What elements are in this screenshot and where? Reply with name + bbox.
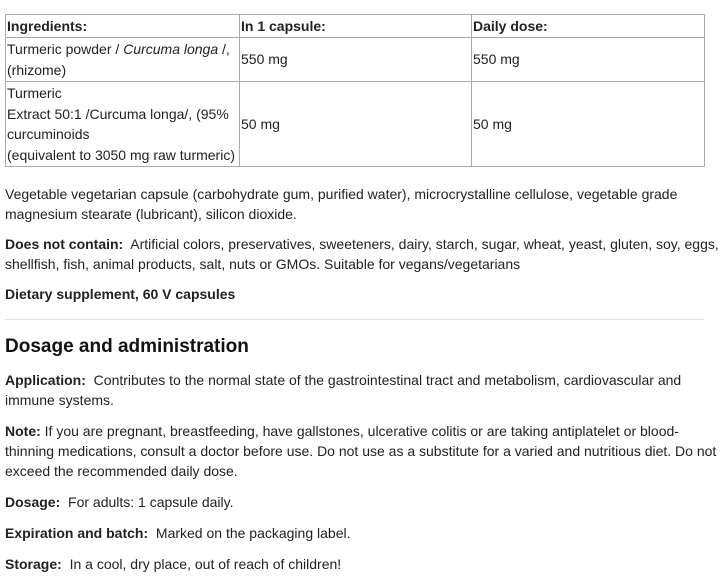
composition-text: Vegetable vegetarian capsule (carbohydrate gum, purified water), microcrystalline cellulose, vegetable grade magnesium stearate (lubricant), silicon dioxide. xyxy=(5,186,678,222)
header-daily-dose: Daily dose: xyxy=(472,15,705,38)
free-from-paragraph xyxy=(5,234,723,274)
table-header-row xyxy=(6,15,705,38)
section-heading: Dosage and administration xyxy=(5,336,249,357)
ingredients-table xyxy=(5,14,705,167)
storage-label: Storage: xyxy=(5,556,62,572)
table-row xyxy=(6,82,705,167)
expiration-label: Expiration and batch: xyxy=(5,525,149,541)
dosage-label: Dosage: xyxy=(5,494,61,510)
expiration-text: Marked on the packaging label. xyxy=(155,525,351,541)
capsule-amount: 50 mg xyxy=(240,82,472,167)
capsule-amount: 550 mg xyxy=(240,38,472,82)
application-label: Application: xyxy=(5,372,86,388)
daily-amount: 550 mg xyxy=(472,38,705,82)
storage-text: In a cool, dry place, out of reach of children! xyxy=(69,556,342,572)
ingredient-name: Turmeric powder / xyxy=(7,41,124,57)
ingredient-name-cell xyxy=(6,38,240,82)
ingredient-latin-name: Curcuma longa xyxy=(123,41,219,57)
ingredient-equivalent: (equivalent to 3050 mg raw turmeric) xyxy=(7,146,235,163)
application-text: Contributes to the normal state of the gastrointestinal tract and metabolism, cardiovascular and immune systems. xyxy=(5,372,682,408)
storage-paragraph xyxy=(5,554,723,574)
note-paragraph xyxy=(5,421,723,481)
free-from-label: Does not contain: xyxy=(5,236,124,252)
free-from-text: Artificial colors, preservatives, sweeteners, dairy, starch, sugar, wheat, yeast, gluten, soy, eggs, shellfish, fish, animal products, salt, nuts or GMOs. Suitable for vegans/vegetarians xyxy=(5,236,719,272)
ingredient-name: Turmeric xyxy=(7,85,62,101)
ingredient-name-cell xyxy=(6,82,240,167)
section-divider xyxy=(5,319,704,320)
table-row xyxy=(6,38,705,82)
expiration-paragraph xyxy=(5,523,723,543)
dosage-paragraph xyxy=(5,492,723,512)
product-type: Dietary supplement, 60 V capsules xyxy=(5,286,236,302)
ingredient-part: /, (rhizome) xyxy=(7,41,230,78)
note-label: Note: xyxy=(5,423,41,439)
header-ingredients: Ingredients: xyxy=(6,15,240,38)
header-in-capsule: In 1 capsule: xyxy=(240,15,472,38)
ingredient-extract: Extract 50:1 /Curcuma longa/, (95% curcuminoids xyxy=(7,105,229,142)
note-text: If you are pregnant, breastfeeding, have gallstones, ulcerative colitis or are taking antiplatelet or blood-thinning medications, consult a doctor before use. Do not use as a substitute for a varied and nutritious diet. Do not exceed the recommended daily dose. xyxy=(5,423,717,479)
application-paragraph xyxy=(5,370,723,410)
dosage-text: For adults: 1 capsule daily. xyxy=(68,494,234,510)
daily-amount: 50 mg xyxy=(472,82,705,167)
